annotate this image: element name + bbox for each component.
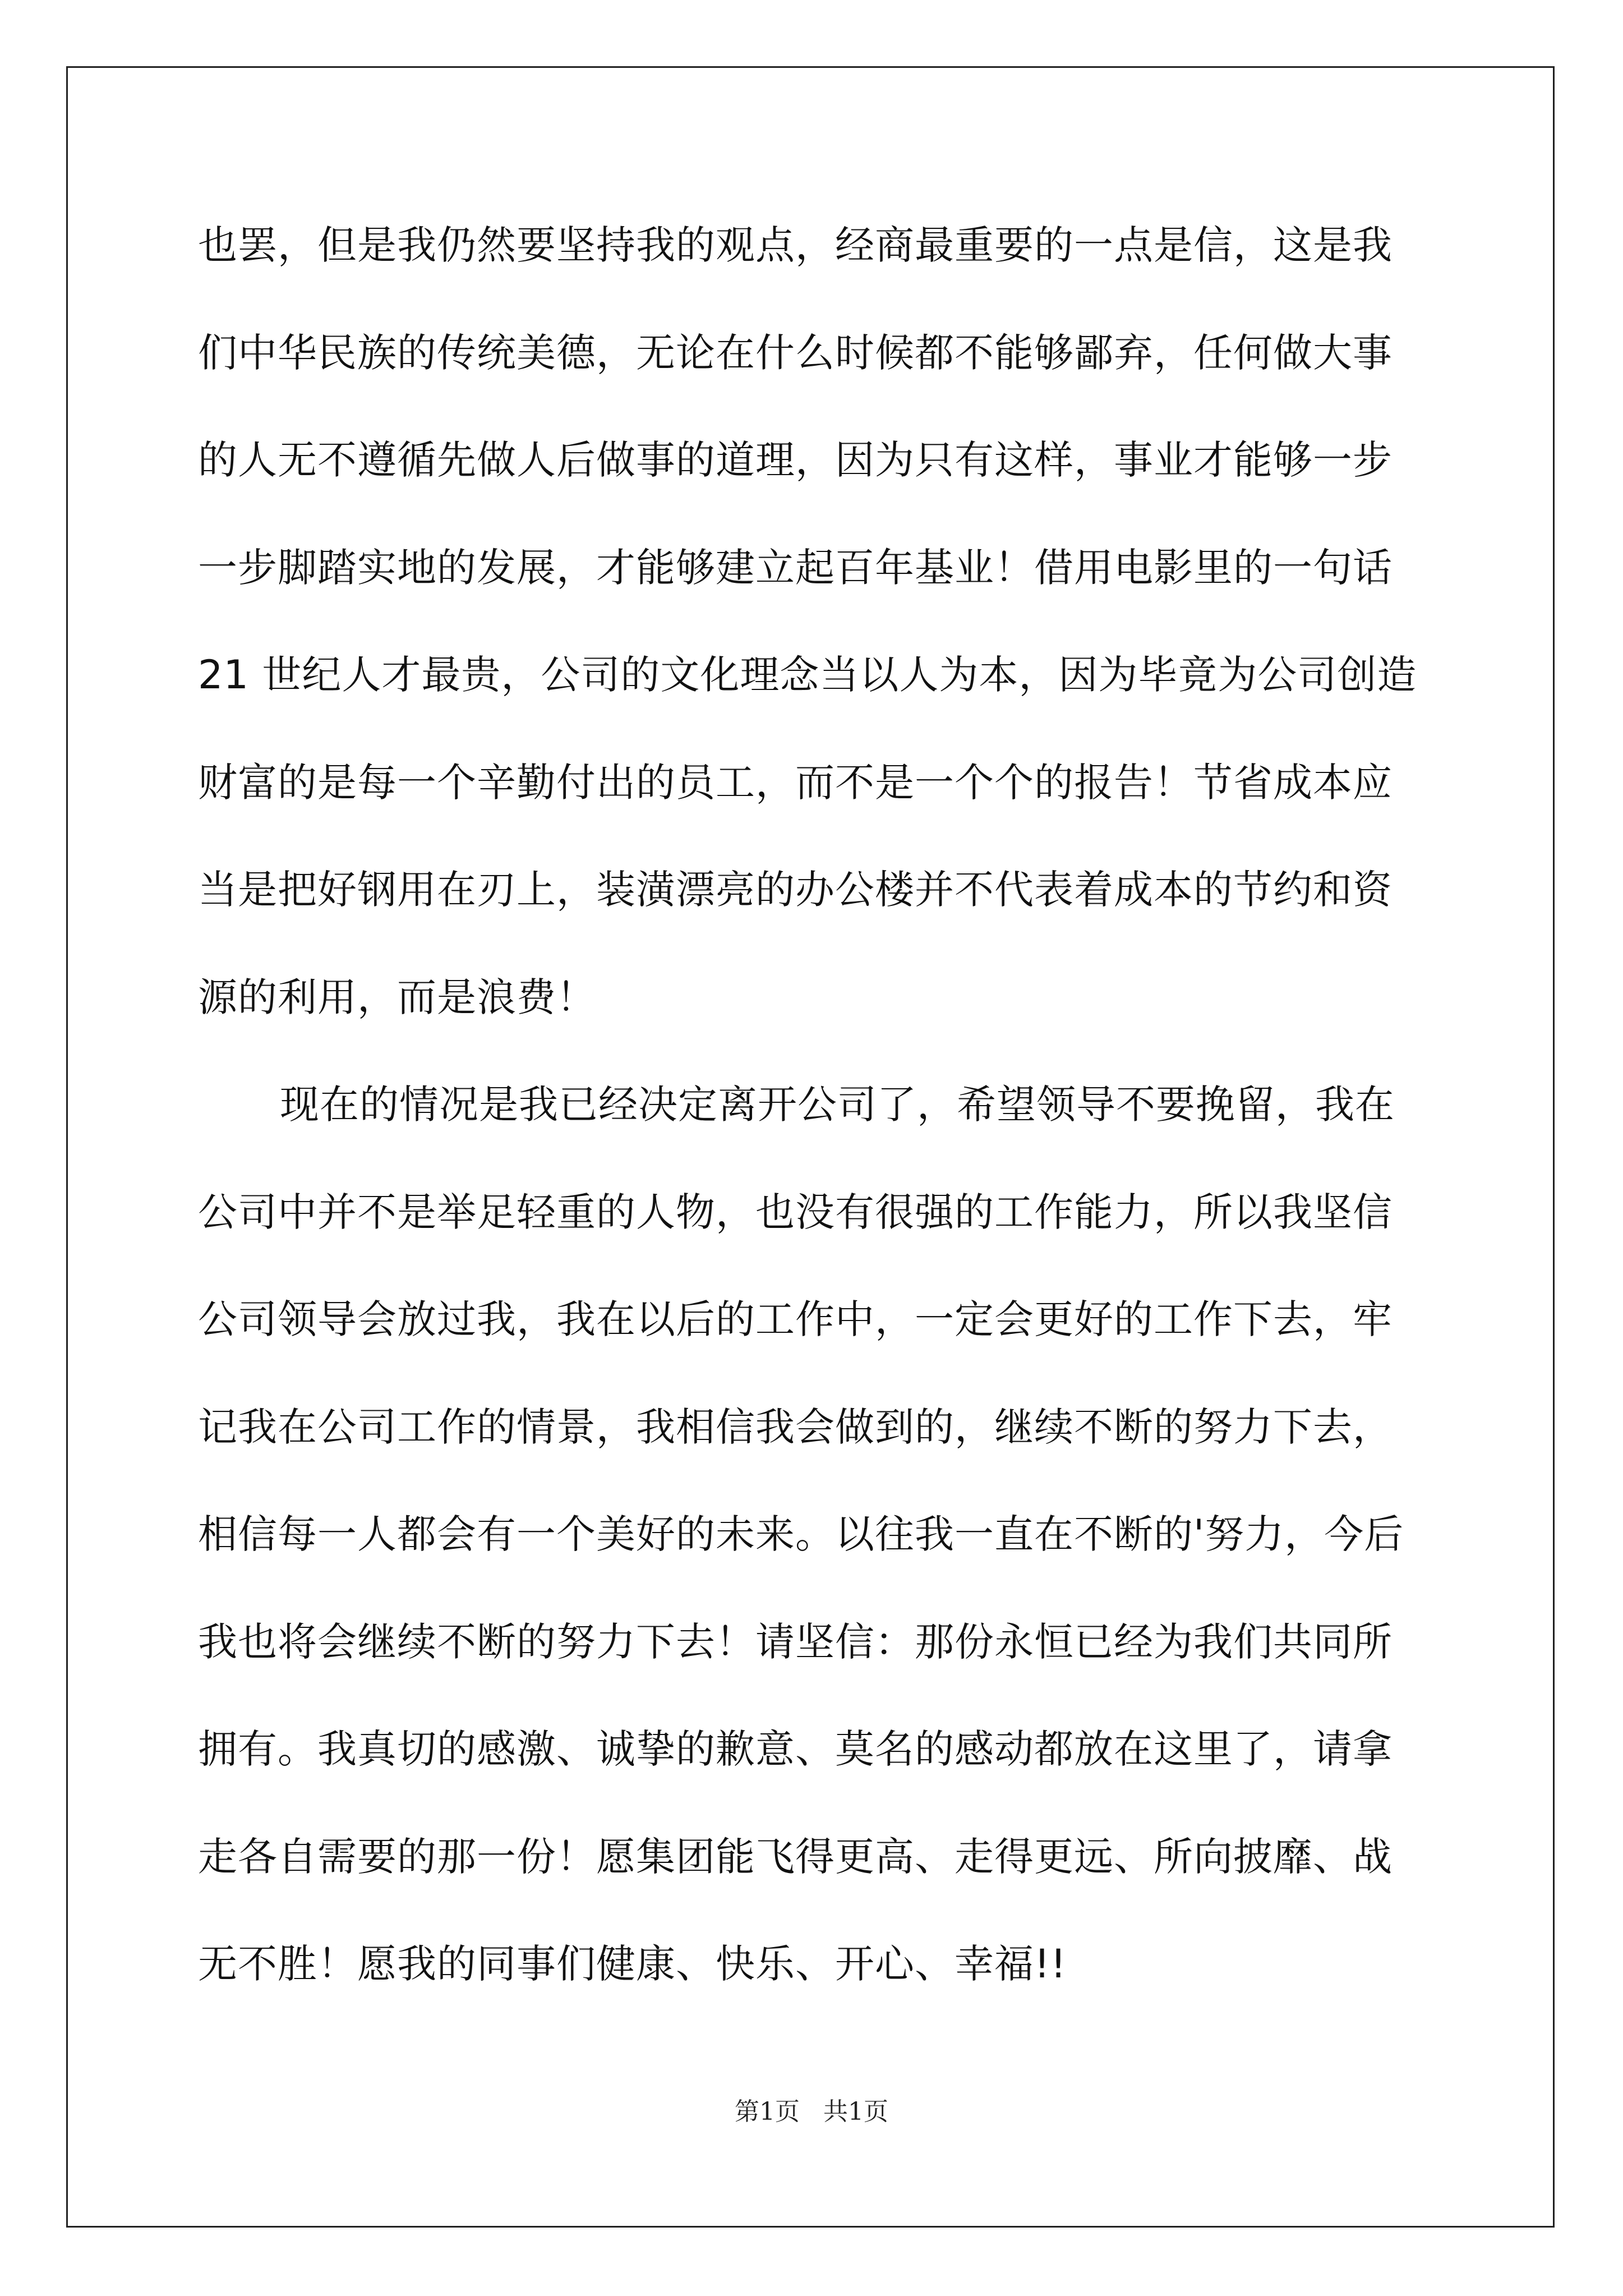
text-line: 走各自需要的那一份！愿集团能飞得更高、走得更远、所向披靡、战 [198, 1833, 1393, 1880]
page-number-footer: 第1页 共1页 [735, 2097, 888, 2126]
text-line: 的人无不遵循先做人后做事的道理，因为只有这样，事业才能够一步 [198, 437, 1393, 483]
text-line: 财富的是每一个辛勤付出的员工，而不是一个个的报告！节省成本应 [198, 759, 1393, 806]
text-line: 无不胜！愿我的同事们健康、快乐、开心、幸福!! [198, 1941, 1067, 1987]
text-line: 记我在公司工作的情景，我相信我会做到的，继续不断的努力下去， [198, 1404, 1393, 1450]
text-line: 21 世纪人才最贵，公司的文化理念当以人为本，因为毕竟为公司创造 [198, 652, 1417, 698]
text-line: 当是把好钢用在刃上，装潢漂亮的办公楼并不代表着成本的节约和资 [198, 867, 1393, 913]
document-body [198, 214, 1432, 2041]
text-line: 公司领导会放过我，我在以后的工作中，一定会更好的工作下去，牢 [198, 1296, 1393, 1342]
text-line: 源的利用，而是浪费！ [198, 974, 596, 1020]
text-line: 们中华民族的传统美德，无论在什么时候都不能够鄙弃，任何做大事 [198, 329, 1393, 376]
text-line: 公司中并不是举足轻重的人物，也没有很强的工作能力，所以我坚信 [198, 1189, 1393, 1235]
text-line: 相信每一人都会有一个美好的未来。以往我一直在不断的'努力，今后 [198, 1511, 1404, 1557]
text-line: 拥有。我真切的感激、诚挚的歉意、莫名的感动都放在这里了，请拿 [198, 1726, 1393, 1772]
text-line: 也罢，但是我仍然要坚持我的观点，经商最重要的一点是信，这是我 [198, 222, 1393, 268]
paragraph-start-line: 现在的情况是我已经决定离开公司了，希望领导不要挽留，我在 [280, 1082, 1395, 1128]
text-line: 一步脚踏实地的发展，才能够建立起百年基业！借用电影里的一句话 [198, 544, 1393, 591]
text-line: 我也将会继续不断的努力下去！请坚信：那份永恒已经为我们共同所 [198, 1618, 1393, 1665]
